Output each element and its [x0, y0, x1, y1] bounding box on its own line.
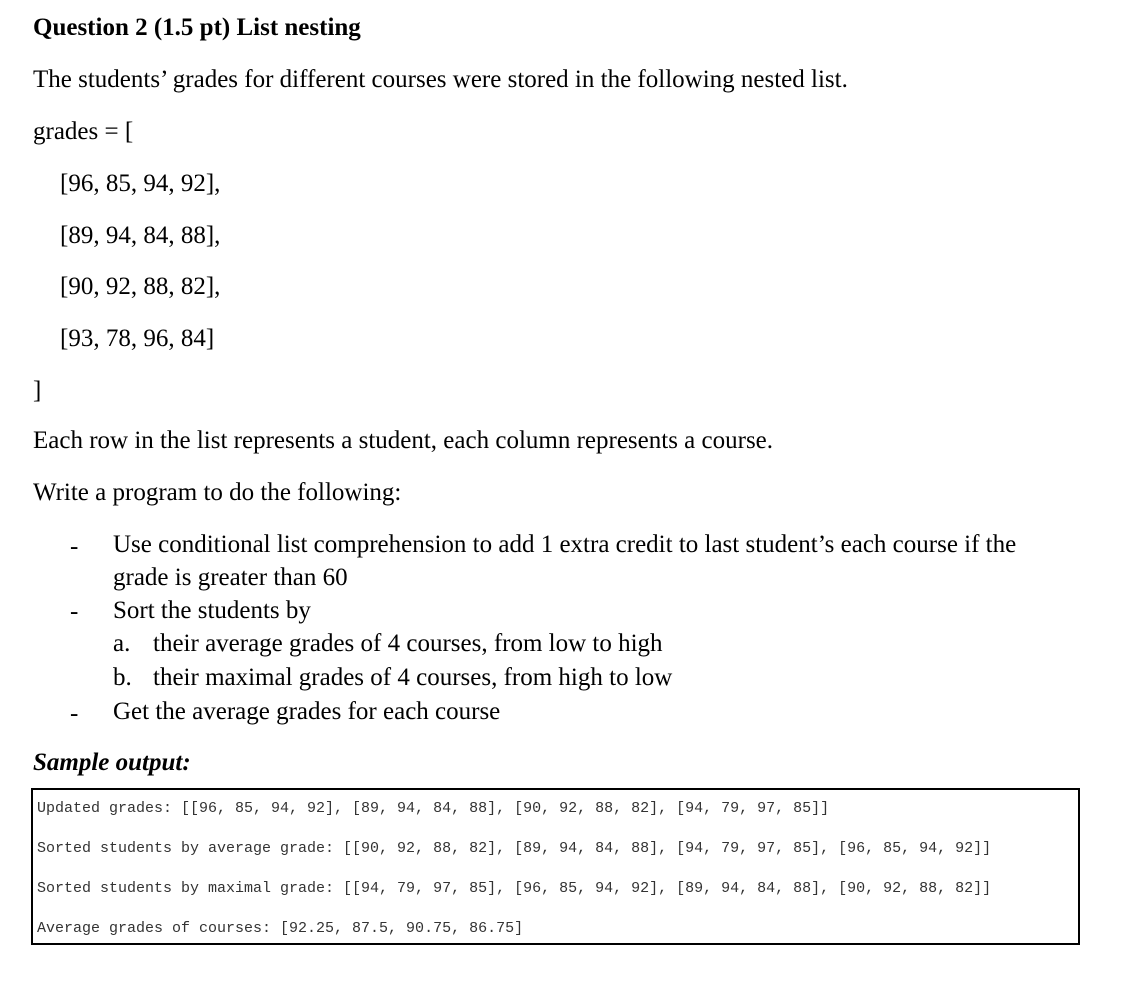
output-line: Sorted students by maximal grade: [[94, 79, 97, 85], [96, 85, 94, 92], [89, 94, 84, 88], [90, 92, 88, 82]] [37, 880, 992, 897]
sample-output-box [31, 788, 1080, 945]
subtask-item [113, 629, 663, 659]
task-bullet: - [70, 533, 79, 560]
grades-row: [96, 85, 94, 92], [60, 170, 221, 197]
task-item: Sort the students by [113, 597, 311, 624]
description-text: Each row in the list represents a student, each column represents a course. [33, 427, 774, 454]
task-bullet: - [70, 700, 79, 727]
subtask-marker: b. [113, 664, 132, 691]
code-list-close: ] [33, 377, 42, 404]
grades-row: [93, 78, 96, 84] [60, 325, 215, 352]
code-list-open: grades = [ [33, 118, 134, 145]
sample-output-heading: Sample output: [33, 749, 191, 776]
subtask-item [113, 663, 672, 693]
subtask-text: their maximal grades of 4 courses, from high to low [153, 664, 673, 691]
intro-text: The students’ grades for different courses were stored in the following nested list. [33, 66, 848, 93]
question-title: Question 2 (1.5 pt) List nesting [33, 14, 361, 41]
subtask-text: their average grades of 4 courses, from low to high [153, 630, 663, 657]
instruction-prompt: Write a program to do the following: [33, 479, 402, 506]
subtask-marker: a. [113, 630, 131, 657]
task-item: Use conditional list comprehension to add 1 extra credit to last student’s each course if the grade is greater than 60 [113, 531, 1017, 591]
output-line: Average grades of courses: [92.25, 87.5, 90.75, 86.75] [37, 920, 524, 937]
task-bullet: - [70, 598, 79, 625]
grades-row: [89, 94, 84, 88], [60, 222, 221, 249]
grades-row: [90, 92, 88, 82], [60, 273, 221, 300]
output-line: Sorted students by average grade: [[90, 92, 88, 82], [89, 94, 84, 88], [94, 79, 97, 85], [96, 85, 94, 92]] [37, 840, 992, 857]
task-item: Get the average grades for each course [113, 698, 501, 725]
output-line: Updated grades: [[96, 85, 94, 92], [89, 94, 84, 88], [90, 92, 88, 82], [94, 79, 97, 85]] [37, 800, 830, 817]
